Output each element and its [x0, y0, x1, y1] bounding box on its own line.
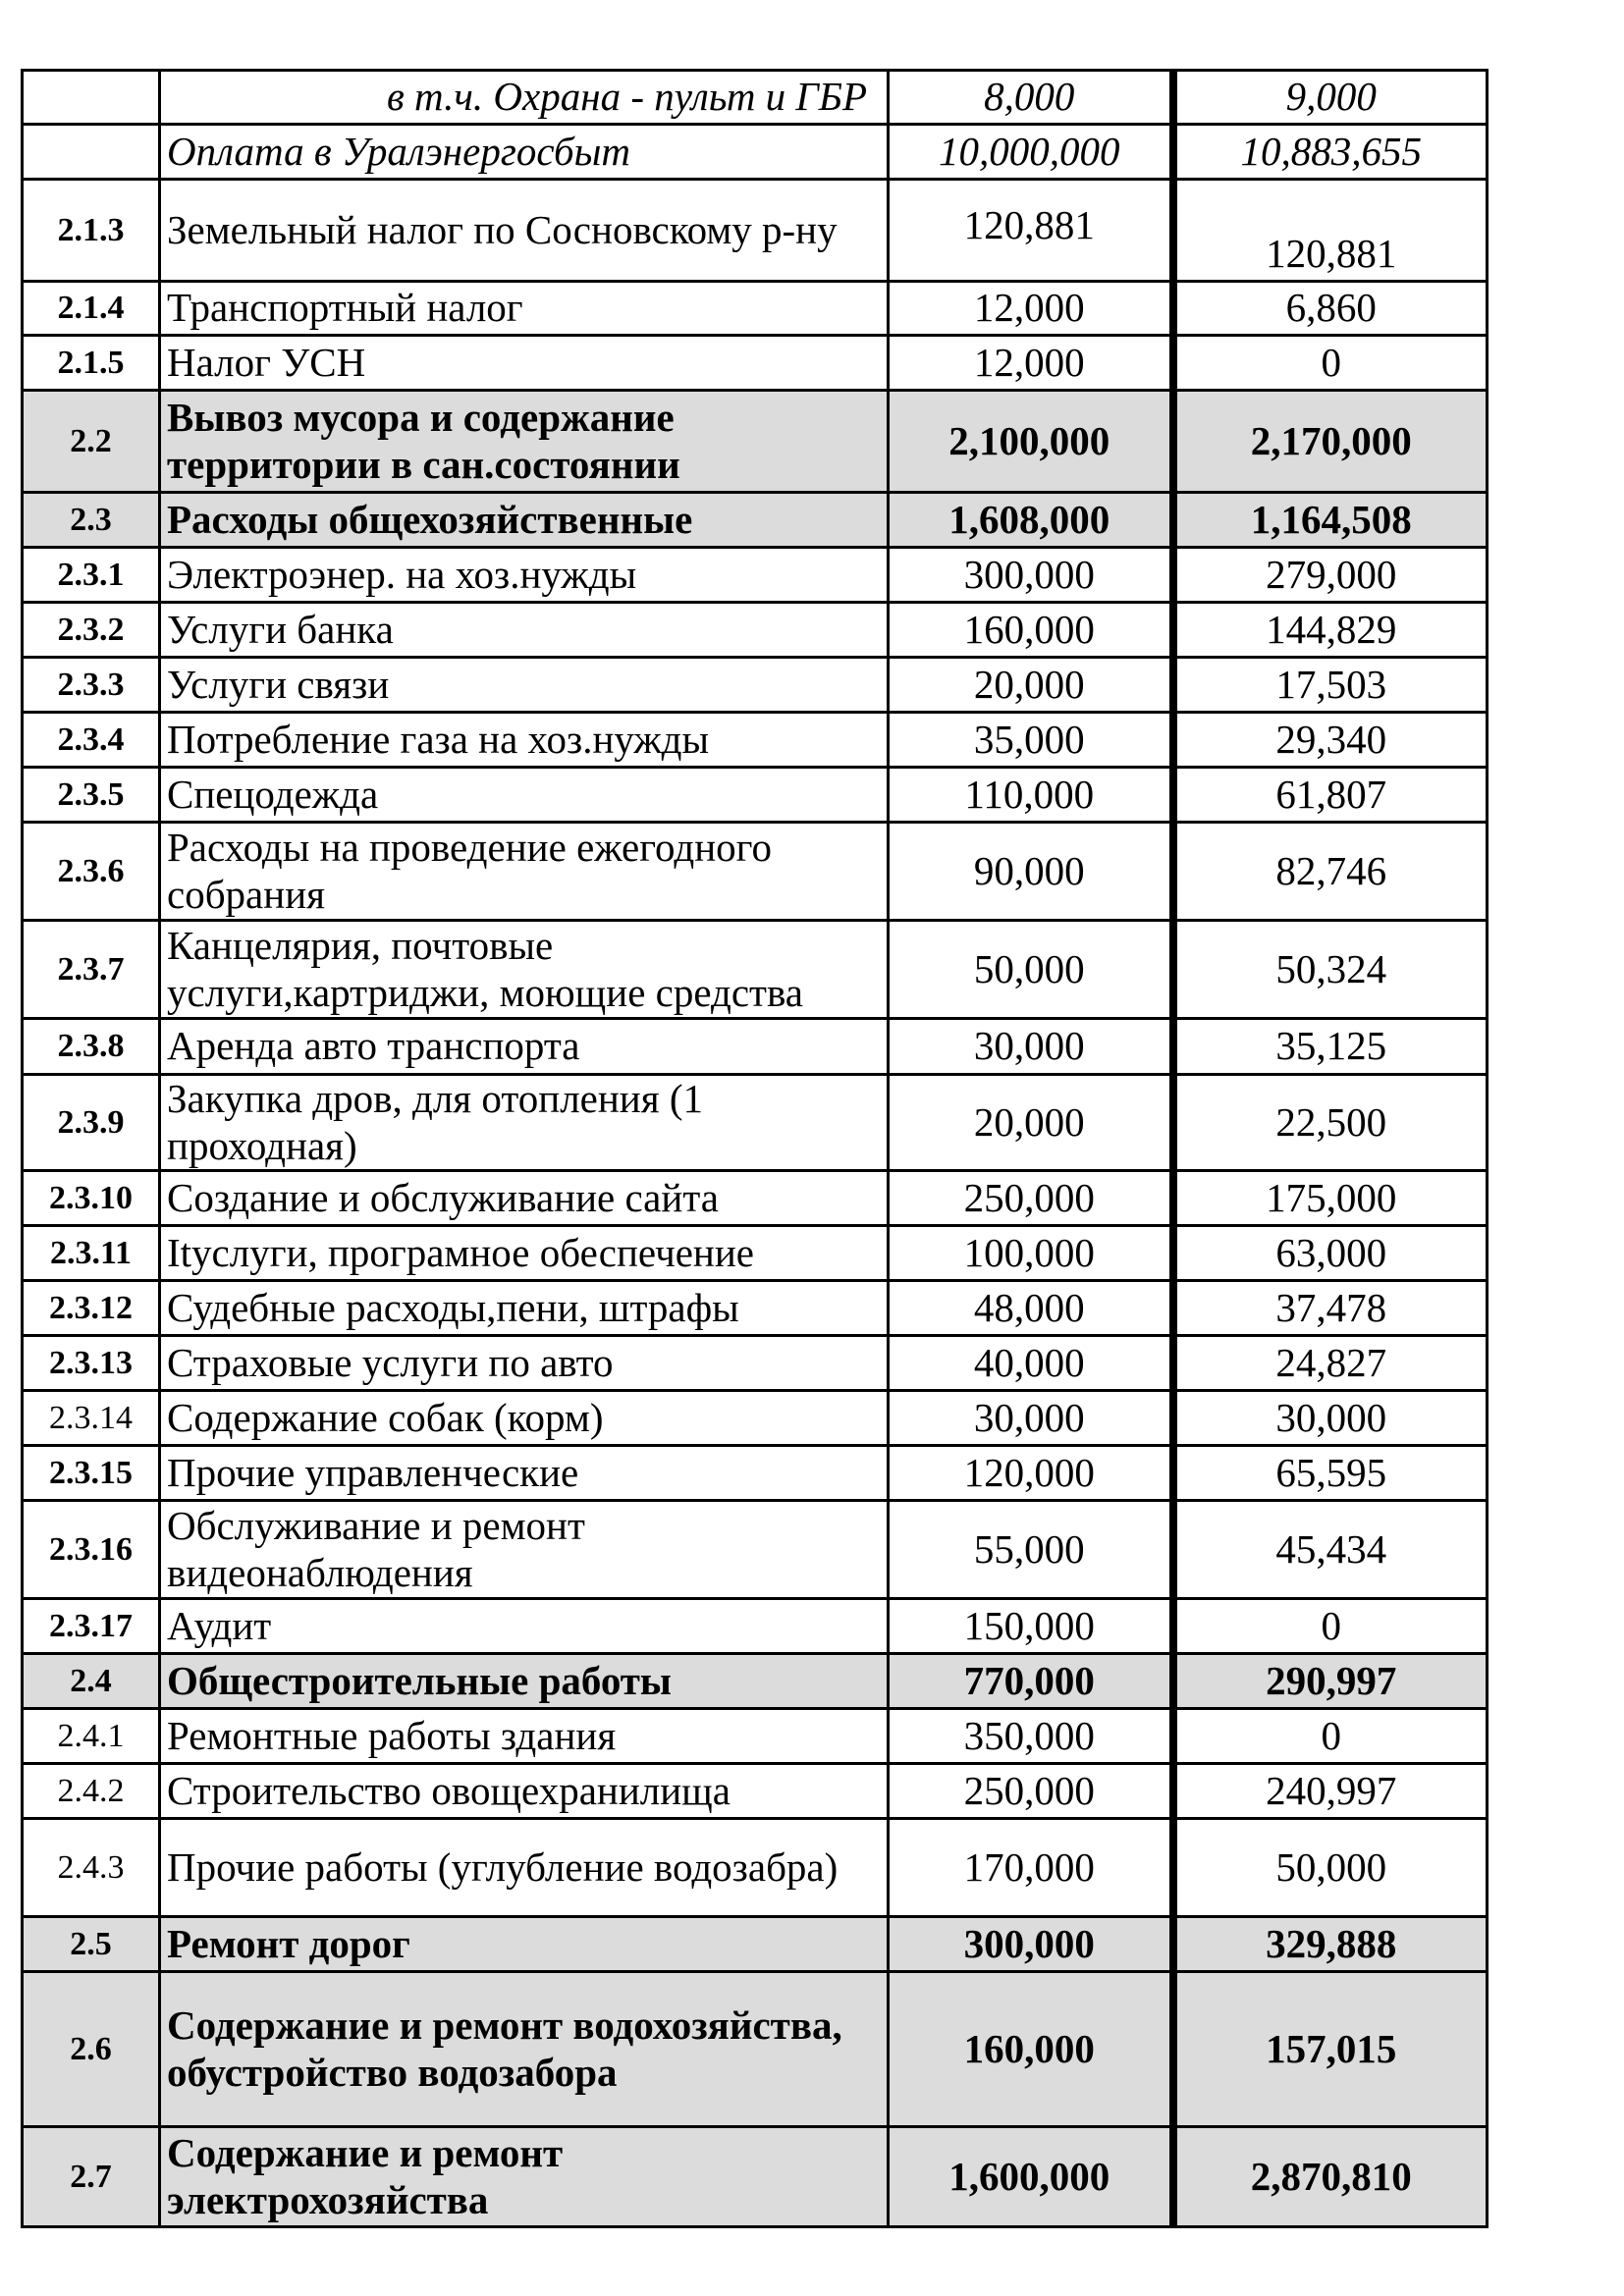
table-row-2-3-4 [23, 713, 1488, 768]
row-label: Транспортный налог [160, 282, 889, 336]
row-label: Вывоз мусора и содержание территории в сан.состоянии [160, 391, 889, 493]
table-row-2-3-1 [23, 548, 1488, 603]
table-row-2-7 [23, 2127, 1488, 2227]
table-row-2-4 [23, 1654, 1488, 1709]
table-row-2-2 [23, 391, 1488, 493]
fact-value: 240,997 [1173, 1764, 1488, 1819]
plan-value: 2,100,000 [889, 391, 1173, 493]
row-number: 2.4.1 [23, 1709, 160, 1764]
fact-value: 279,000 [1173, 548, 1488, 603]
fact-value: 0 [1173, 336, 1488, 391]
row-number: 2.3.3 [23, 658, 160, 713]
plan-value: 250,000 [889, 1171, 1173, 1226]
plan-value: 770,000 [889, 1654, 1173, 1709]
table-row-2-3-11 [23, 1226, 1488, 1281]
fact-value: 10,883,655 [1173, 125, 1488, 180]
row-number: 2.3.14 [23, 1391, 160, 1446]
row-label: Создание и обслуживание сайта [160, 1171, 889, 1226]
row-label: Услуги банка [160, 603, 889, 658]
row-number: 2.3 [23, 493, 160, 548]
row-label: Земельный налог по Сосновскому р-ну [160, 180, 889, 282]
row-label: Закупка дров, для отопления (1 проходная) [160, 1075, 889, 1171]
plan-value: 30,000 [889, 1019, 1173, 1075]
table-row-2-1-3 [23, 180, 1488, 282]
row-label: Строительство овощехранилища [160, 1764, 889, 1819]
fact-value: 0 [1173, 1709, 1488, 1764]
plan-value: 1,600,000 [889, 2127, 1173, 2227]
fact-value: 50,000 [1173, 1819, 1488, 1917]
fact-value: 50,324 [1173, 921, 1488, 1019]
plan-value: 12,000 [889, 282, 1173, 336]
table-row-2-6 [23, 1972, 1488, 2127]
row-label: Оплата в Уралэнергосбыт [160, 125, 889, 180]
table-row-2-5 [23, 1917, 1488, 1972]
plan-value: 40,000 [889, 1336, 1173, 1391]
table-row-2-3-2 [23, 603, 1488, 658]
table-row-2-3-14 [23, 1391, 1488, 1446]
plan-value: 350,000 [889, 1709, 1173, 1764]
plan-value: 170,000 [889, 1819, 1173, 1917]
plan-value: 48,000 [889, 1281, 1173, 1336]
table-row-2-3-10 [23, 1171, 1488, 1226]
row-label: Общестроительные работы [160, 1654, 889, 1709]
table-row-2-1-4 [23, 282, 1488, 336]
fact-value: 0 [1173, 1599, 1488, 1654]
plan-value: 100,000 [889, 1226, 1173, 1281]
fact-value: 290,997 [1173, 1654, 1488, 1709]
plan-value: 90,000 [889, 823, 1173, 921]
fact-value: 63,000 [1173, 1226, 1488, 1281]
budget-table [21, 69, 1489, 2228]
fact-value: 61,807 [1173, 768, 1488, 823]
plan-value: 20,000 [889, 658, 1173, 713]
plan-value: 110,000 [889, 768, 1173, 823]
row-label: Прочие управленческие [160, 1446, 889, 1501]
plan-value: 20,000 [889, 1075, 1173, 1171]
row-number: 2.2 [23, 391, 160, 493]
row-label: Налог УСН [160, 336, 889, 391]
fact-value: 35,125 [1173, 1019, 1488, 1075]
table-row-2-3 [23, 493, 1488, 548]
fact-value: 82,746 [1173, 823, 1488, 921]
plan-value: 150,000 [889, 1599, 1173, 1654]
row-label: Содержание и ремонт водохозяйства, обустройство водозабора [160, 1972, 889, 2127]
row-number [23, 125, 160, 180]
table-row-2-4-2 [23, 1764, 1488, 1819]
fact-value: 29,340 [1173, 713, 1488, 768]
plan-value: 120,000 [889, 1446, 1173, 1501]
row-number: 2.3.2 [23, 603, 160, 658]
row-number: 2.4.2 [23, 1764, 160, 1819]
row-number: 2.7 [23, 2127, 160, 2227]
row-number: 2.3.6 [23, 823, 160, 921]
row-number: 2.5 [23, 1917, 160, 1972]
table-row-2-4-3 [23, 1819, 1488, 1917]
table-row-2-1-5 [23, 336, 1488, 391]
fact-value: 1,164,508 [1173, 493, 1488, 548]
row-label: Канцелярия, почтовые услуги,картриджи, моющие средства [160, 921, 889, 1019]
plan-value: 8,000 [889, 71, 1173, 125]
plan-value: 1,608,000 [889, 493, 1173, 548]
fact-value: 22,500 [1173, 1075, 1488, 1171]
table-row-2-3-15 [23, 1446, 1488, 1501]
plan-value: 160,000 [889, 1972, 1173, 2127]
plan-value: 300,000 [889, 548, 1173, 603]
row-number: 2.3.16 [23, 1501, 160, 1599]
row-number: 2.4 [23, 1654, 160, 1709]
row-number: 2.1.3 [23, 180, 160, 282]
plan-value: 50,000 [889, 921, 1173, 1019]
plan-value: 30,000 [889, 1391, 1173, 1446]
row-number: 2.1.4 [23, 282, 160, 336]
table-row-2-3-8 [23, 1019, 1488, 1075]
row-number: 2.3.17 [23, 1599, 160, 1654]
table-row-2-3-16 [23, 1501, 1488, 1599]
row-number: 2.3.12 [23, 1281, 160, 1336]
row-number: 2.3.15 [23, 1446, 160, 1501]
row-number: 2.6 [23, 1972, 160, 2127]
table-row-2-3-3 [23, 658, 1488, 713]
plan-value: 120,881 [889, 180, 1173, 282]
plan-value: 12,000 [889, 336, 1173, 391]
fact-value: 2,870,810 [1173, 2127, 1488, 2227]
plan-value: 10,000,000 [889, 125, 1173, 180]
fact-value: 37,478 [1173, 1281, 1488, 1336]
fact-value: 2,170,000 [1173, 391, 1488, 493]
plan-value: 300,000 [889, 1917, 1173, 1972]
row-label: Обслуживание и ремонт видеонаблюдения [160, 1501, 889, 1599]
row-label: Ремонт дорог [160, 1917, 889, 1972]
row-number: 2.3.13 [23, 1336, 160, 1391]
table-row-2-3-6 [23, 823, 1488, 921]
table-row-2-3-13 [23, 1336, 1488, 1391]
row-label: Спецодежда [160, 768, 889, 823]
row-label: Аренда авто транспорта [160, 1019, 889, 1075]
table-row-2-4-1 [23, 1709, 1488, 1764]
row-label: в т.ч. Охрана - пульт и ГБР [160, 71, 889, 125]
fact-value: 329,888 [1173, 1917, 1488, 1972]
table-row-2-3-12 [23, 1281, 1488, 1336]
fact-value: 144,829 [1173, 603, 1488, 658]
row-label: Электроэнер. на хоз.нужды [160, 548, 889, 603]
fact-value: 6,860 [1173, 282, 1488, 336]
row-label: Услуги связи [160, 658, 889, 713]
fact-value: 45,434 [1173, 1501, 1488, 1599]
row-label: Расходы общехозяйственные [160, 493, 889, 548]
row-number: 2.3.9 [23, 1075, 160, 1171]
row-label: Itуслуги, програмное обеспечение [160, 1226, 889, 1281]
row-number [23, 71, 160, 125]
row-label: Потребление газа на хоз.нужды [160, 713, 889, 768]
fact-value: 24,827 [1173, 1336, 1488, 1391]
plan-value: 35,000 [889, 713, 1173, 768]
row-label: Ремонтные работы здания [160, 1709, 889, 1764]
row-label: Прочие работы (углубление водозабра) [160, 1819, 889, 1917]
row-number: 2.3.11 [23, 1226, 160, 1281]
row-number: 2.4.3 [23, 1819, 160, 1917]
table-row-uralenergosbyt [23, 125, 1488, 180]
fact-value: 9,000 [1173, 71, 1488, 125]
row-number: 2.3.7 [23, 921, 160, 1019]
row-number: 2.3.1 [23, 548, 160, 603]
row-number: 2.1.5 [23, 336, 160, 391]
row-label: Содержание собак (корм) [160, 1391, 889, 1446]
row-label: Аудит [160, 1599, 889, 1654]
row-label: Расходы на проведение ежегодного собрания [160, 823, 889, 921]
plan-value: 55,000 [889, 1501, 1173, 1599]
row-number: 2.3.4 [23, 713, 160, 768]
row-number: 2.3.5 [23, 768, 160, 823]
row-label: Судебные расходы,пени, штрафы [160, 1281, 889, 1336]
row-number: 2.3.10 [23, 1171, 160, 1226]
row-label: Страховые услуги по авто [160, 1336, 889, 1391]
table-row-security-console [23, 71, 1488, 125]
fact-value: 30,000 [1173, 1391, 1488, 1446]
fact-value: 120,881 [1173, 180, 1488, 282]
fact-value: 157,015 [1173, 1972, 1488, 2127]
row-label: Содержание и ремонт электрохозяйства [160, 2127, 889, 2227]
fact-value: 65,595 [1173, 1446, 1488, 1501]
fact-value: 17,503 [1173, 658, 1488, 713]
table-row-2-3-7 [23, 921, 1488, 1019]
table-row-2-3-17 [23, 1599, 1488, 1654]
table-row-2-3-5 [23, 768, 1488, 823]
plan-value: 250,000 [889, 1764, 1173, 1819]
plan-value: 160,000 [889, 603, 1173, 658]
table-row-2-3-9 [23, 1075, 1488, 1171]
row-number: 2.3.8 [23, 1019, 160, 1075]
fact-value: 175,000 [1173, 1171, 1488, 1226]
